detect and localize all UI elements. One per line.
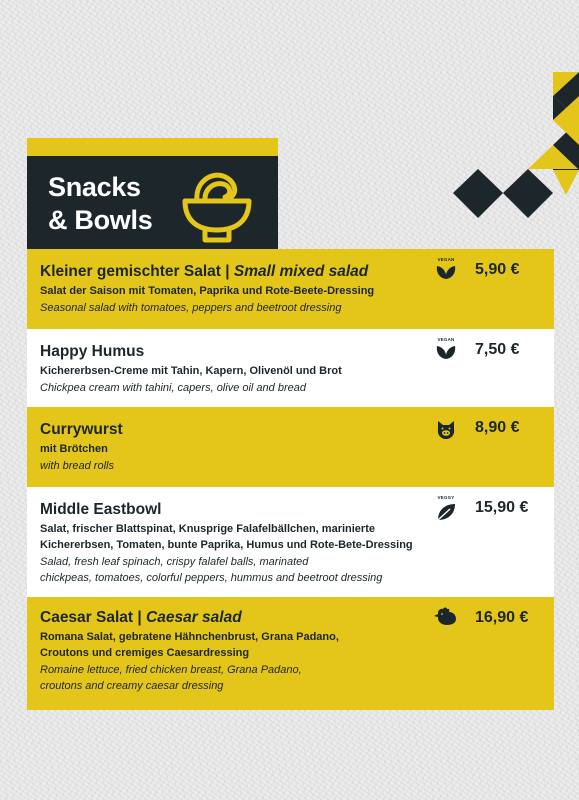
item-price: 7,50 € — [475, 341, 520, 358]
item-name: Happy Humus — [40, 343, 145, 360]
item-description-de: Kichererbsen-Creme mit Tahin, Kapern, Olivenöl und Brot — [40, 365, 342, 377]
section-title-line2: & Bowls — [48, 205, 153, 235]
section-title — [48, 171, 152, 237]
item-name: Kleiner gemischter Salat | Small mixed salad — [40, 263, 369, 280]
leaves-icon — [435, 344, 457, 360]
diet-label: VEGAN — [437, 257, 455, 262]
item-price: 5,90 € — [475, 261, 520, 278]
item-description-de: Salat, frischer Blattspinat, Knusprige Falafelbällchen, marinierte Kichererbsen, Tomaten, bunte Paprika, Humus und Rote-Bete-Dressing — [40, 523, 413, 551]
veggy-badge — [432, 495, 460, 522]
leaf-icon — [435, 502, 457, 522]
menu-item-currywurst — [27, 407, 554, 487]
item-description-en: with bread rolls — [40, 460, 114, 472]
item-description-en-line1: Romaine lettuce, fried chicken breast, Grana Padano, — [40, 664, 302, 676]
item-name: Caesar Salat | Caesar salad — [40, 609, 242, 626]
item-price: 15,90 € — [475, 499, 529, 516]
item-price: 8,90 € — [475, 419, 520, 436]
menu-list — [27, 249, 554, 710]
pig-icon — [435, 420, 457, 440]
header-accent-bar — [27, 138, 278, 156]
item-description-en: Seasonal salad with tomatoes, peppers and beetroot dressing — [40, 302, 342, 314]
diet-label: VEGAN — [437, 337, 455, 342]
item-description-de-line1: Romana Salat, gebratene Hähnchenbrust, Grana Padano, — [40, 631, 339, 643]
bowl-icon — [177, 168, 259, 244]
item-name-en: Caesar salad — [146, 609, 242, 626]
leaves-icon — [435, 264, 457, 280]
menu-item-small-mixed-salad — [27, 249, 554, 329]
item-description-de: mit Brötchen — [40, 443, 108, 455]
section-title-line1: Snacks — [48, 172, 141, 202]
diet-label: VEGGY — [437, 495, 455, 500]
item-description-en-line2: chickpeas, tomatoes, colorful peppers, hummus and beetroot dressing — [40, 572, 383, 584]
item-name: Middle Eastbowl — [40, 501, 162, 518]
item-price: 16,90 € — [475, 609, 529, 626]
chicken-badge — [432, 605, 460, 626]
menu-item-happy-humus — [27, 329, 554, 407]
vegan-badge — [432, 337, 460, 360]
chicken-icon — [434, 606, 458, 626]
item-description-de-line2: Croutons und cremiges Caesardressing — [40, 647, 250, 659]
item-name: Currywurst — [40, 421, 123, 438]
vegan-badge — [432, 257, 460, 280]
pork-badge — [432, 419, 460, 440]
item-description-en-line2: croutons and creamy caesar dressing — [40, 680, 224, 692]
item-description-en-line1: Salad, fresh leaf spinach, crispy falafel balls, marinated — [40, 556, 309, 568]
menu-item-caesar-salad — [27, 597, 554, 710]
item-description-de: Salat der Saison mit Tomaten, Paprika und Rote-Beete-Dressing — [40, 285, 375, 297]
item-description-en: Chickpea cream with tahini, capers, olive oil and bread — [40, 382, 306, 394]
menu-item-middle-eastbowl — [27, 487, 554, 597]
item-name-en: Small mixed salad — [233, 263, 369, 280]
